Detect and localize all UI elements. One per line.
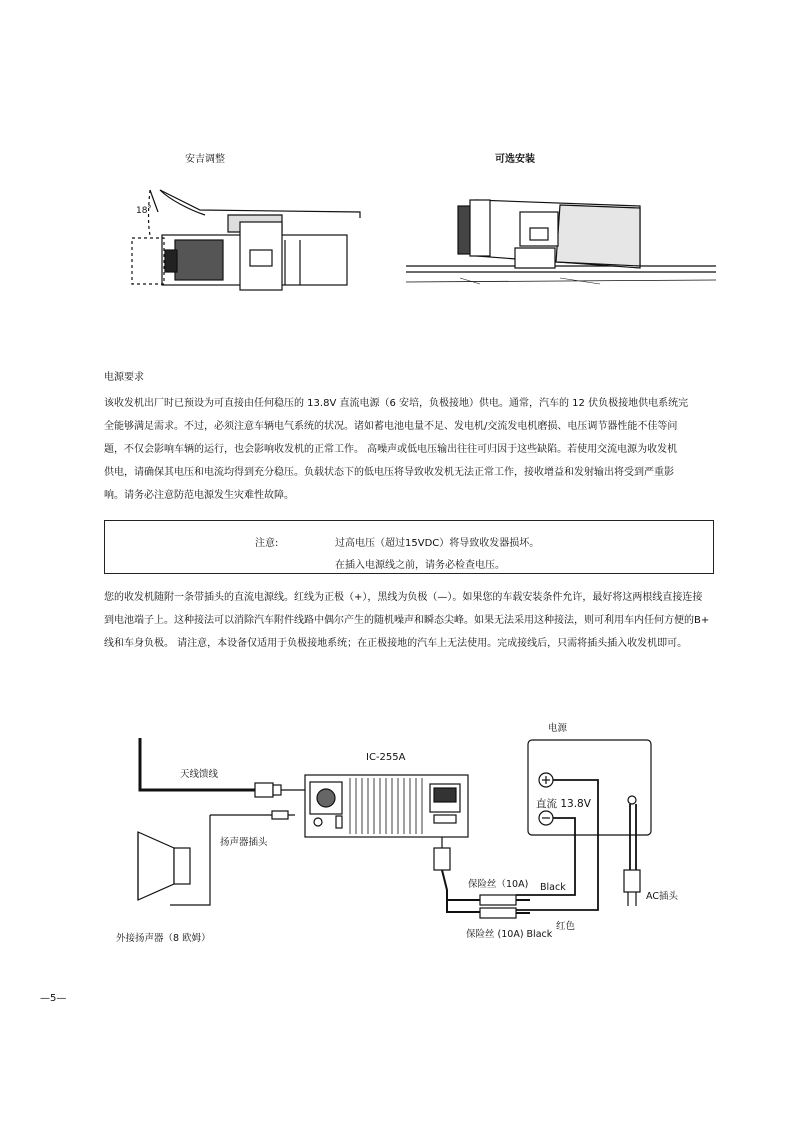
notice-line-1: 过高电压（超过15VDC）将导致收发器损坏。 [335,538,540,549]
paragraph-line: 题，不仅会影响车辆的运行，也会影响收发机的正常工作。 高噪声或低电压输出往往可归因于这些缺陷。若使用交流电源为收发机 [104,444,678,455]
page-number: —5— [40,993,67,1004]
angle-label: 18˚ [136,206,152,216]
floor-mount-illustration [406,200,716,284]
notice-box [104,520,714,574]
notice-label: 注意: [255,538,279,549]
left-figure-caption: 安吉调整 [185,154,225,165]
power-supply-label: 电源 [548,723,568,734]
external-speaker-label: 外接扬声器（8 欧姆） [116,933,211,944]
fuse-lower-label: 保险丝 (10A) Black [466,929,553,940]
notice-line-2: 在插入电源线之前，请务必检查电压。 [335,560,505,571]
power-requirements-heading: 电源要求 [104,372,144,383]
power-requirements-paragraph [104,392,714,507]
model-label: IC-255A [366,752,406,763]
antenna-feed-label: 天线馈线 [180,769,219,780]
paragraph-line: 响。请务必注意防范电源发生灾难性故障。 [104,490,294,501]
fuse-upper-label: 保险丝（10A) [468,879,529,890]
speaker-plug-label: 扬声器插头 [220,837,268,848]
ac-plug-label: AC插头 [646,891,678,902]
paragraph-line: 供电，请确保其电压和电流均得到充分稳压。负载状态下的低电压将导致收发机无法正常工作，接收增益和发射输出将受到严重影 [104,467,674,478]
wiring-diagram [138,738,651,918]
right-figure-caption: 可选安装 [495,154,535,165]
underdash-mount-illustration [132,190,360,290]
paragraph-line: 线和车身负极。 请注意，本设备仅适用于负极接地系统；在正极接地的汽车上无法使用。完成接线后，只需将插头插入收发机即可。 [104,638,688,649]
dc-voltage-label: 直流 13.8V [536,798,591,810]
paragraph-line: 到电池端子上。这种接法可以消除汽车附件线路中偶尔产生的随机噪声和瞬态尖峰。如果无法采用这种接法，则可利用车内任何方便的B+ [104,615,710,626]
paragraph-line: 全能够满足需求。不过，必须注意车辆电气系统的状况。诸如蓄电池电量不足、发电机/交流发电机磨损、电压调节器性能不佳等问 [104,421,678,432]
paragraph-line: 该收发机出厂时已预设为可直接由任何稳压的 13.8V 直流电源（6 安培，负极接地）供电。通常，汽车的 12 伏负极接地供电系统完 [104,398,689,409]
black-wire-label: Black [540,882,566,893]
paragraph-line: 您的收发机随附一条带插头的直流电源线。红线为正极（+），黑线为负极（—）。如果您的车载安装条件允许，最好将这两根线直接连接 [104,592,703,603]
wiring-paragraph [104,586,714,655]
red-wire-label: 红色 [556,921,576,932]
